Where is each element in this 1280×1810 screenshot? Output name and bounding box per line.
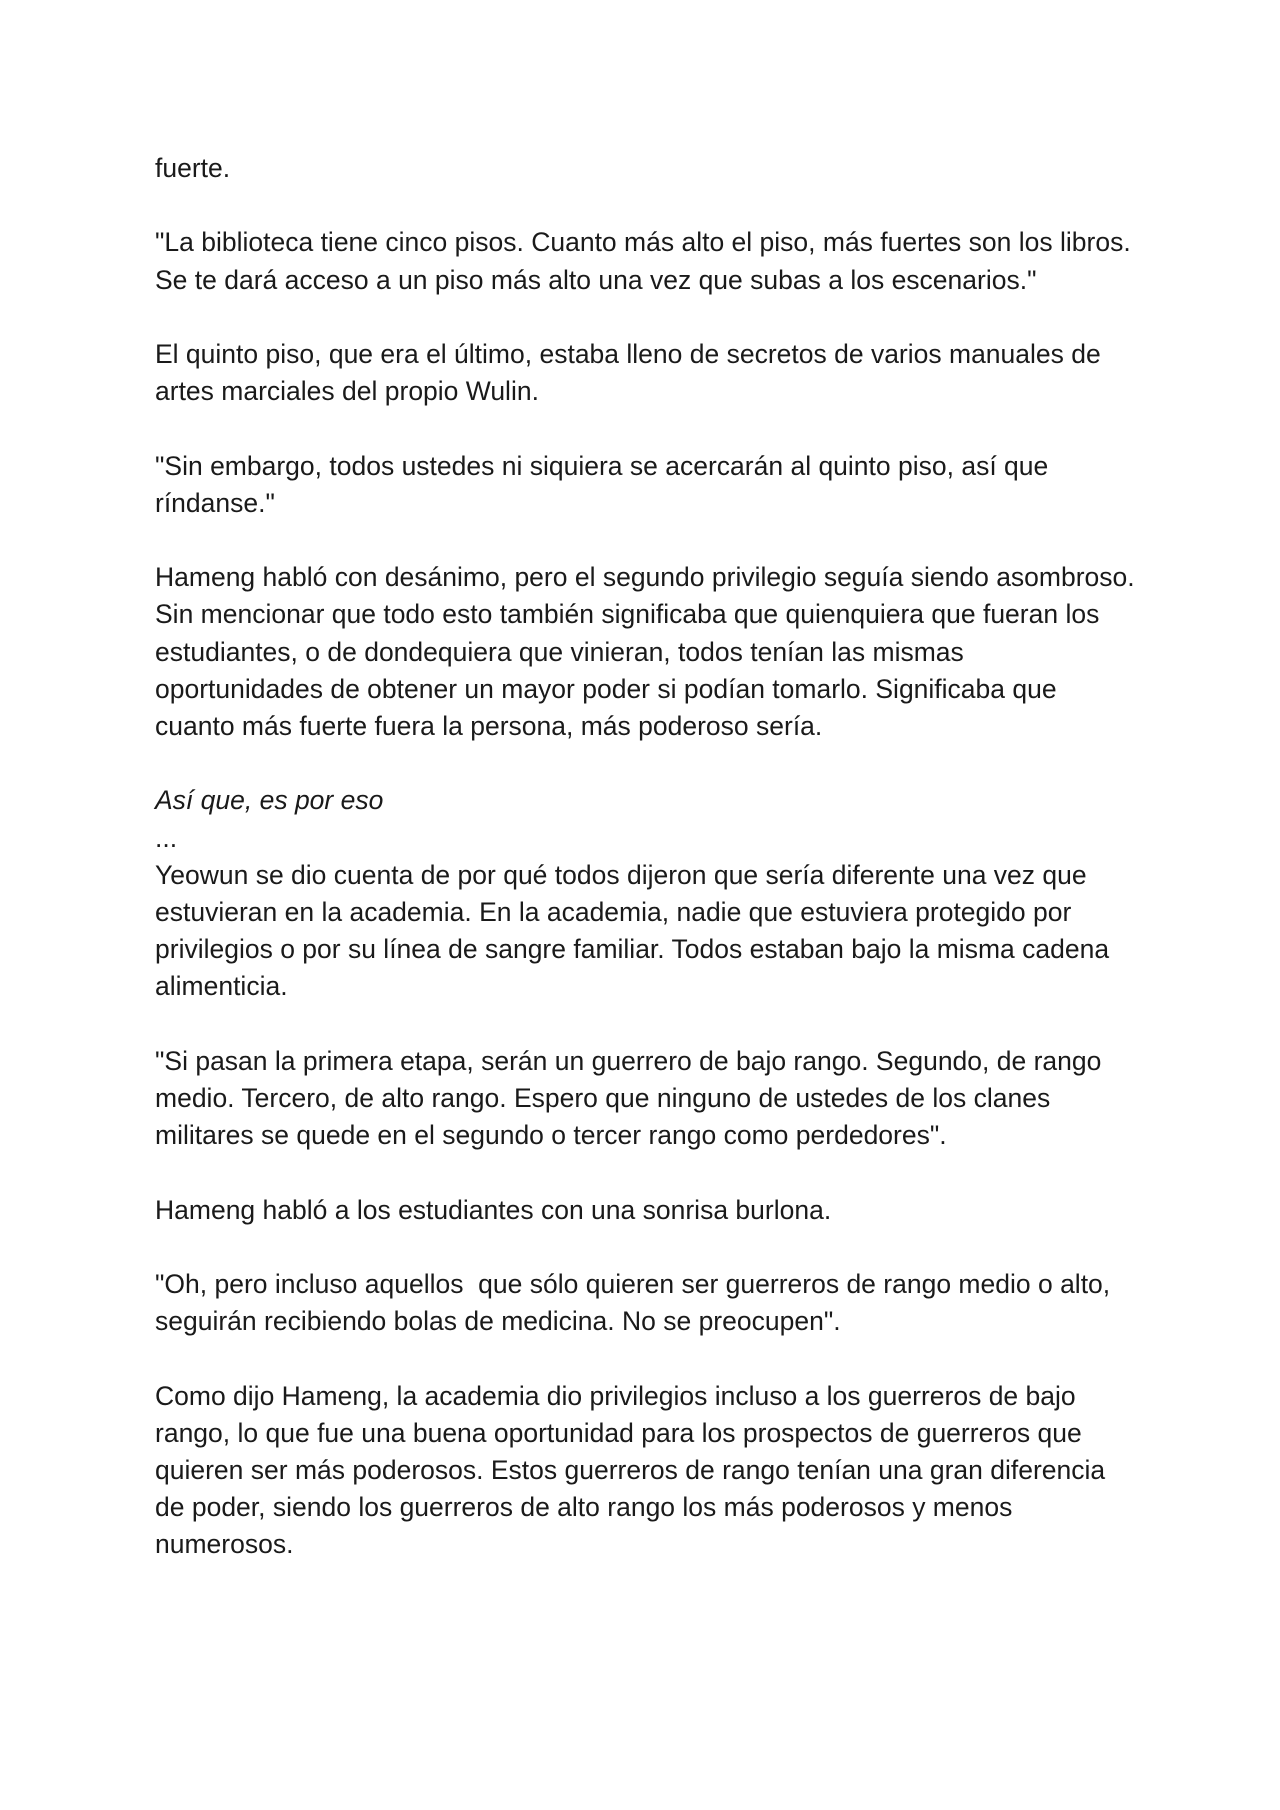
paragraph-7: "Si pasan la primera etapa, serán un guerrero de bajo rango. Segundo, de rango medio. Tercero, de alto rango. Espero que ninguno de ustedes de los clanes militares se quede en el segundo o tercer rango como perdedores". [155, 1045, 1102, 1151]
document-page [155, 150, 1135, 1601]
paragraph-2: "La biblioteca tiene cinco pisos. Cuanto más alto el piso, más fuertes son los libros. Se te dará acceso a un piso más alto una vez que subas a los escenarios." [155, 227, 1131, 295]
paragraph-6: Yeowun se dio cuenta de por qué todos dijeron que sería diferente una vez que estuvieran en la academia. En la academia, nadie que estuviera protegido por privilegios o por su línea de sangre familiar. Todos estaban bajo la misma cadena alimenticia. [155, 859, 1110, 1002]
paragraph-10: Como dijo Hameng, la academia dio privilegios incluso a los guerreros de bajo rango, lo que fue una buena oportunidad para los prospectos de guerreros que quieren ser más poderosos. Estos guerreros de rango tenían una gran diferencia de poder, siendo los guerreros de alto rango los más poderosos y menos numerosos. [155, 1380, 1106, 1560]
italic-thought: Así que, es por eso [155, 785, 384, 816]
paragraph-5: Hameng habló con desánimo, pero el segundo privilegio seguía siendo asombroso. Sin mencionar que todo esto también significaba que quienquiera que fueran los estudiantes, o de dondequiera que vinieran, todos tenían las mismas oportunidades de obtener un mayor poder si podían tomarlo. Significaba que cuanto más fuerte fuera la persona, más poderoso sería. [155, 562, 1135, 741]
paragraph-3: El quinto piso, que era el último, estaba lleno de secretos de varios manuales de artes marciales del propio Wulin. [155, 338, 1101, 407]
paragraph-4: "Sin embargo, todos ustedes ni siquiera se acercarán al quinto piso, así que ríndanse." [155, 450, 1049, 518]
paragraph-9: "Oh, pero incluso aquellos que sólo quieren ser guerreros de rango medio o alto, seguirán recibiendo bolas de medicina. No se preocupen". [155, 1268, 1118, 1337]
paragraph-1: fuerte. [155, 153, 231, 183]
paragraph-8: Hameng habló a los estudiantes con una sonrisa burlona. [155, 1194, 832, 1225]
ellipsis-line: ... [155, 822, 178, 853]
